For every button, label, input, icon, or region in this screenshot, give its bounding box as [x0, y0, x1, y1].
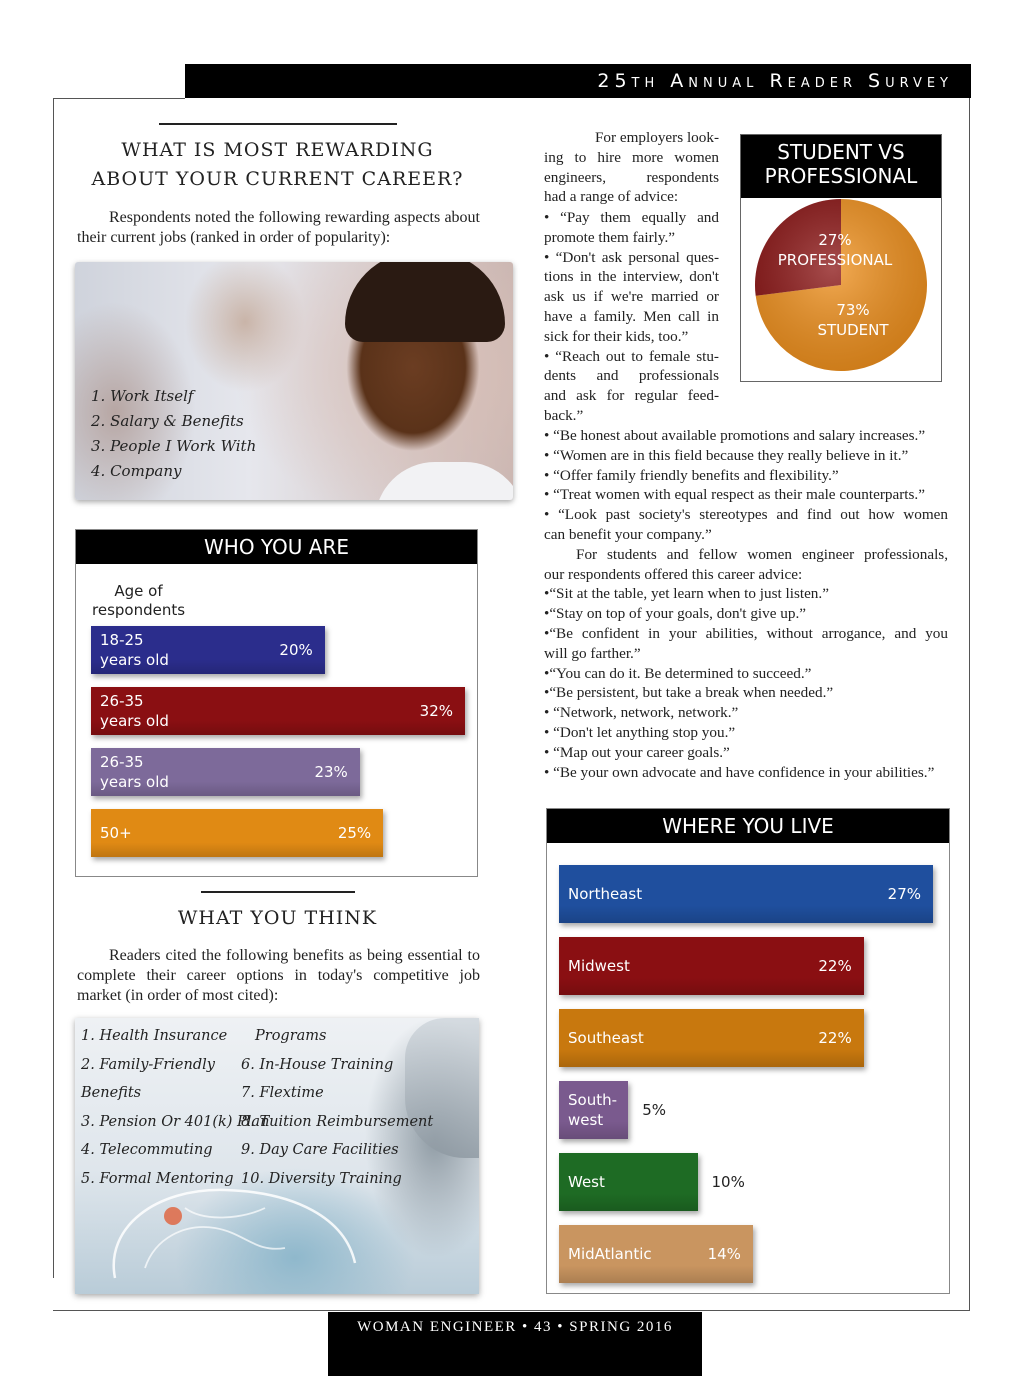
benefit-item: 5. Formal Mentoring	[81, 1170, 234, 1187]
benefit-item: Programs	[255, 1028, 327, 1044]
pie-title-line1: STUDENT VS	[777, 140, 905, 164]
advice-line: • “Network, network, network.”	[544, 704, 739, 722]
advice-line: • “Women are in this field because they really believe in it.”	[544, 446, 909, 464]
chart-bar	[91, 809, 383, 857]
rewarding-list	[91, 384, 256, 484]
benefit-item: 1. Health Insurance	[81, 1028, 228, 1044]
advice-line: promote them fairly.”	[544, 228, 676, 246]
bar-value-label: 10%	[711, 1173, 745, 1191]
bar-category-line: 50+	[100, 824, 132, 842]
bar-value-label: 32%	[419, 702, 453, 720]
pie-label-label: STUDENT	[817, 321, 889, 339]
photo-hair-shape	[345, 262, 505, 342]
pie-title-line2: PROFESSIONAL	[764, 164, 918, 188]
rewarding-title-line1: WHAT IS MOST REWARDING	[121, 139, 434, 161]
page-footer: WOMAN ENGINEER • 43 • SPRING 2016	[328, 1312, 702, 1376]
advice-line: tions in the interview, don't	[544, 268, 719, 286]
advice-line: • “Reach out to female stu-	[544, 347, 719, 365]
age-caption-line1: Age of	[114, 582, 163, 600]
advice-line: will go farther.”	[544, 644, 641, 662]
advice-line: •“Be confident in your abilities, without arrogance, and you	[544, 624, 948, 642]
advice-line: •“Stay on top of your goals, don't give up.”	[544, 605, 806, 623]
advice-line: ask us if we're married or	[544, 288, 719, 306]
age-caption-line2: respondents	[92, 601, 186, 619]
advice-line: • “Don't let anything stop you.”	[544, 723, 736, 741]
bar-category-label	[100, 752, 169, 792]
who-you-are-panel	[75, 529, 478, 877]
chart-bar	[559, 937, 864, 995]
think-title: WHAT YOU THINK	[177, 907, 378, 929]
employer-advice-intro	[544, 128, 719, 207]
think-rule	[201, 891, 355, 893]
rewarding-item: 3. People I Work With	[91, 437, 257, 455]
bar-category-label	[568, 1028, 644, 1048]
advice-line: • “Offer family friendly benefits and flexibility.”	[544, 466, 839, 484]
benefit-item: 3. Pension Or 401(k) Plan	[81, 1113, 270, 1130]
chart-bar	[559, 1009, 864, 1067]
advice-line: engineers, respondents	[544, 168, 719, 186]
chart-bar	[559, 865, 933, 923]
advice-line: ing to hire more women	[544, 148, 719, 166]
advice-line: sick for their kids, too.”	[544, 327, 689, 345]
bar-category-line: 26-35	[100, 753, 144, 771]
benefit-item: Benefits	[81, 1085, 142, 1101]
chart-bar	[91, 748, 360, 796]
rewarding-item: 2. Salary & Benefits	[91, 412, 244, 430]
advice-line: •“You can do it. Be determined to succeed.”	[544, 664, 812, 682]
bar-category-line: years old	[100, 651, 169, 669]
bar-value-label: 22%	[818, 1029, 852, 1047]
pie-label-label: PROFESSIONAL	[777, 251, 893, 269]
benefit-item: 9. Day Care Facilities	[241, 1142, 399, 1158]
rewarding-intro: Respondents noted the following rewarding aspects about their current jobs (ranked in order of popularity):	[77, 209, 480, 246]
think-intro: Readers cited the following benefits as being essential to complete their career options in today's competitive job market (in order of most cited):	[77, 947, 480, 1004]
bar-category-line: Southeast	[568, 1029, 644, 1047]
advice-line: •“Sit at the table, yet learn when to just listen.”	[544, 585, 829, 603]
frame-left-line	[53, 98, 54, 1278]
bar-category-line: South-	[568, 1091, 618, 1109]
advice-line: back.”	[544, 406, 584, 424]
who-you-are-title: WHO YOU ARE	[76, 530, 477, 564]
age-caption	[92, 582, 185, 620]
student-professional-pie-chart	[753, 197, 929, 373]
benefit-item: 4. Telecommuting	[81, 1142, 213, 1158]
pie-shading	[755, 199, 927, 371]
bar-value-label: 14%	[707, 1245, 741, 1263]
frame-right-line	[969, 98, 970, 1310]
advice-line: and ask for regular feed-	[544, 387, 719, 405]
bar-category-line: Northeast	[568, 885, 643, 903]
engineer-brain-photo	[75, 1018, 479, 1294]
bar-category-label	[568, 1172, 605, 1192]
frame-bottom-line	[53, 1310, 970, 1311]
bar-value-label: 25%	[337, 824, 372, 842]
where-you-live-title: WHERE YOU LIVE	[547, 809, 949, 843]
employer-advice-narrow	[544, 208, 719, 426]
advice-line: For employers look-	[594, 129, 719, 146]
where-you-live-panel	[546, 808, 950, 1294]
advice-line: had a range of advice:	[544, 188, 679, 206]
bar-category-line: MidAtlantic	[568, 1245, 652, 1263]
advice-line: • “Be your own advocate and have confidence in your abilities.”	[544, 763, 935, 781]
employer-advice-wide	[544, 426, 948, 782]
chart-bar	[91, 687, 465, 735]
bar-category-label	[100, 823, 132, 843]
rewarding-rule	[159, 123, 397, 125]
chart-bar	[559, 1153, 745, 1211]
advice-line: • “Pay them equally and	[544, 209, 719, 226]
chart-bar	[91, 626, 325, 674]
rewarding-item: 4. Company	[91, 462, 182, 480]
bar-value-label: 27%	[887, 885, 921, 903]
benefit-item: 2. Family-Friendly	[81, 1056, 215, 1073]
bar-category-line: west	[568, 1111, 604, 1129]
pie-pct-label: 73%	[836, 301, 870, 319]
advice-line: • “Map out your career goals.”	[544, 743, 730, 761]
survey-header: 25th Annual Reader Survey	[185, 64, 971, 98]
bar-category-label	[568, 1244, 652, 1264]
bar-category-label	[100, 630, 169, 670]
bar-category-line: 18-25	[100, 631, 144, 649]
advice-line: • “Look past society's stereotypes and find out how women	[544, 506, 948, 524]
benefit-item: 7. Flextime	[241, 1085, 324, 1101]
bar-category-label	[568, 956, 630, 976]
bar-value-label: 22%	[818, 957, 852, 975]
bar-category-label	[568, 884, 642, 904]
rewarding-title	[75, 136, 480, 194]
advice-line: • “Treat women with equal respect as their male counterparts.”	[544, 486, 925, 504]
bar-category-label	[100, 691, 169, 731]
bar-category-line: Midwest	[568, 957, 630, 975]
benefit-item: 10. Diversity Training	[241, 1170, 402, 1187]
bar-value-label: 23%	[314, 763, 348, 781]
chart-bar	[559, 1225, 753, 1283]
advice-line: •“Be persistent, but take a break when needed.”	[544, 684, 834, 702]
bar-category-line: years old	[100, 773, 169, 791]
advice-line: • “Don't ask personal ques-	[544, 248, 719, 266]
advice-line: • “Be honest about available promotions and salary increases.”	[544, 427, 926, 444]
bar-category-line: years old	[100, 712, 169, 730]
benefits-list-col2	[241, 1022, 433, 1193]
pie-title	[741, 135, 941, 198]
benefit-item: 6. In-House Training	[241, 1056, 394, 1073]
smiling-woman-photo	[75, 262, 513, 500]
rewarding-item: 1. Work Itself	[91, 387, 194, 405]
bar-value-label: 5%	[642, 1101, 667, 1119]
advice-line: have a family. Men call in	[544, 307, 719, 325]
chart-bar	[559, 1081, 667, 1139]
advice-line: our respondents offered this career advice:	[544, 565, 803, 583]
bar-category-line: West	[568, 1173, 605, 1191]
pie-pct-label: 27%	[818, 231, 852, 249]
bar-category-line: 26-35	[100, 692, 144, 710]
advice-line: For students and fellow women engineer professionals,	[576, 545, 948, 563]
advice-line: can benefit your company.”	[544, 525, 712, 543]
bar-value-label: 20%	[279, 641, 313, 659]
rewarding-title-line2: ABOUT YOUR CURRENT CAREER?	[91, 168, 464, 190]
advice-line: dents and professionals	[544, 367, 719, 385]
frame-top-line	[53, 98, 185, 99]
photo-coat-shape	[375, 462, 513, 500]
benefit-item: 8. Tuition Reimbursement	[241, 1113, 434, 1130]
student-vs-professional-panel	[740, 134, 942, 382]
bar-category-label	[568, 1090, 617, 1130]
